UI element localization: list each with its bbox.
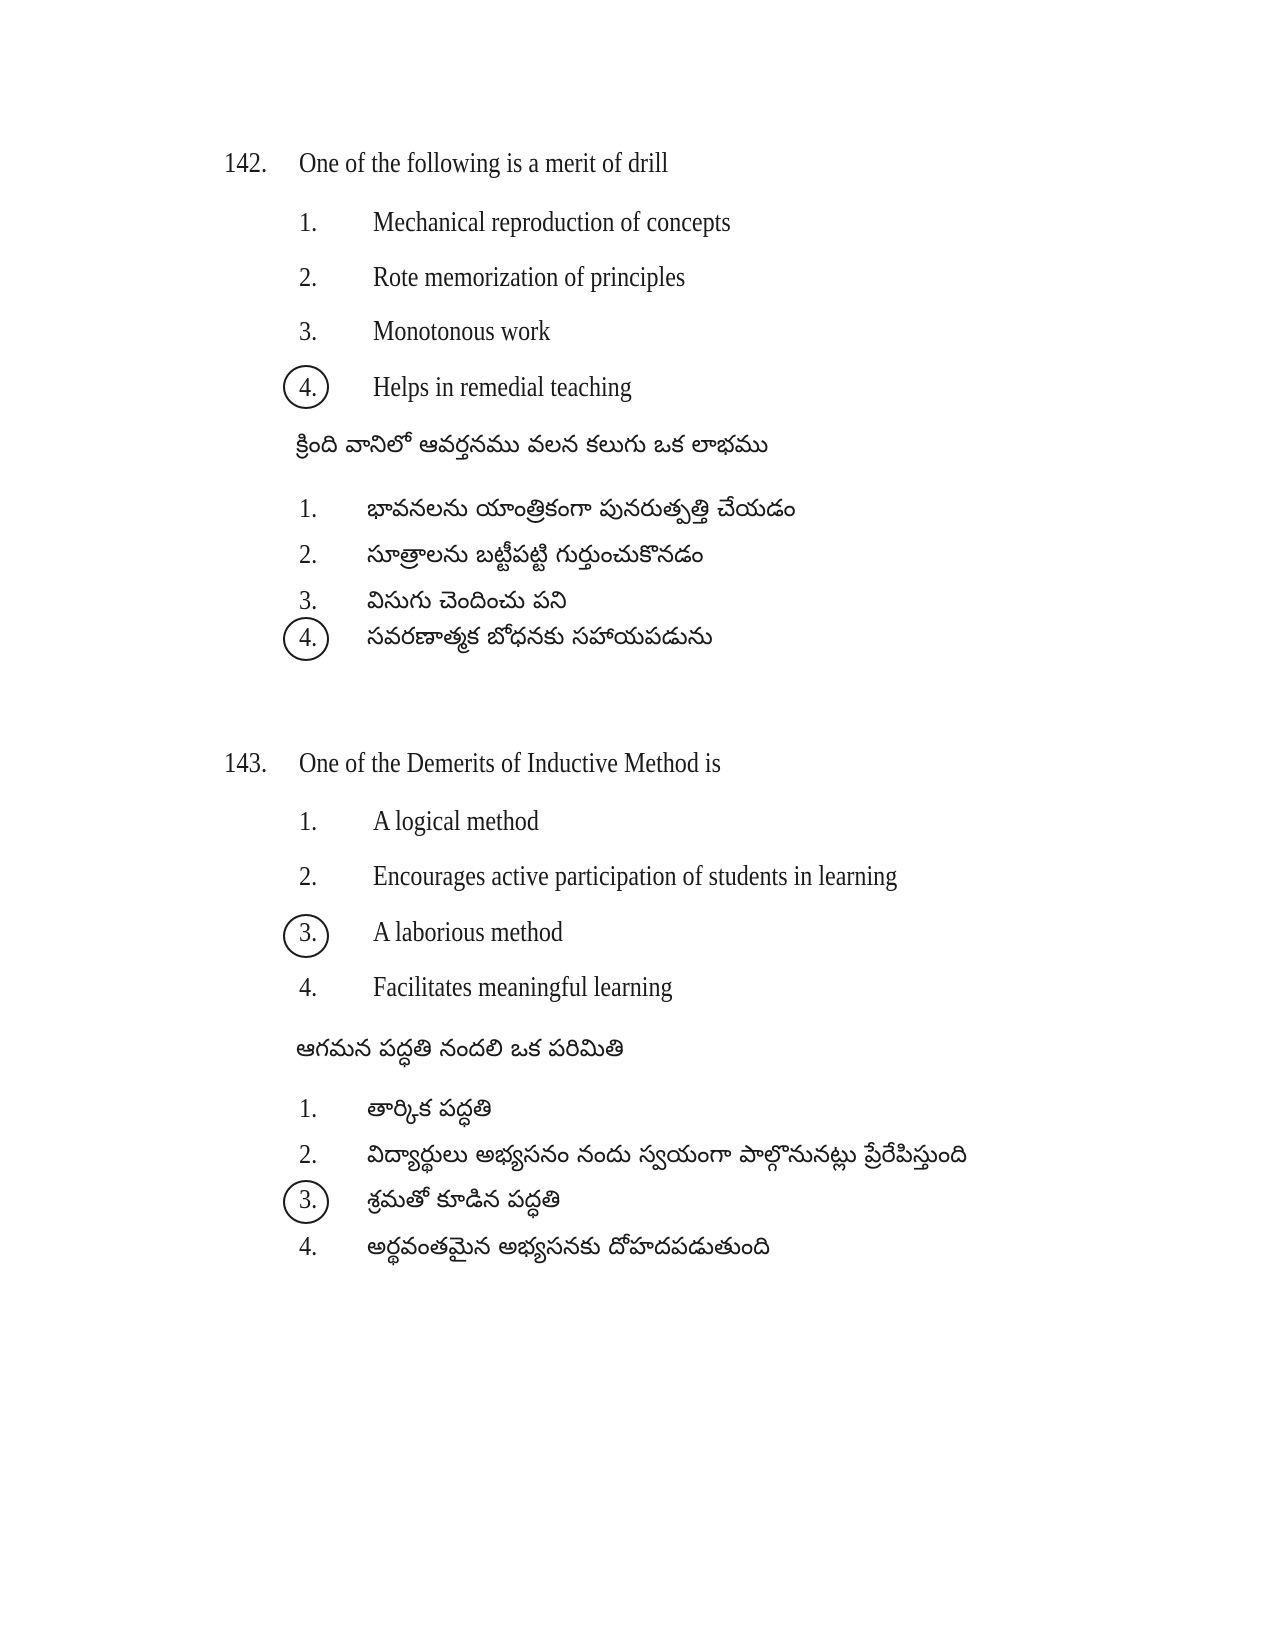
option-number: 1. <box>299 806 318 836</box>
option-number: 4. <box>299 972 318 1002</box>
option-text-te: అర్థవంతమైన అభ్యసనకు దోహదపడుతుంది <box>367 1232 771 1260</box>
option-number: 3. <box>299 917 318 947</box>
option-text-en: A laborious method <box>373 917 563 948</box>
option-number: 3. <box>299 1184 318 1214</box>
option-text-en: Helps in remedial teaching <box>373 372 632 403</box>
option-text-te: సవరణాత్మక బోధనకు సహాయపడును <box>367 622 713 650</box>
option-number: 1. <box>299 493 318 523</box>
option-number: 4. <box>299 1231 318 1261</box>
option-text-te: భావనలను యాంత్రికంగా పునరుత్పత్తి చేయడం <box>367 494 796 522</box>
question-number: 142. <box>224 148 268 179</box>
option-number: 4. <box>299 372 318 402</box>
option-text-te: విసుగు చెందించు పని <box>367 586 567 614</box>
option-number: 1. <box>299 207 318 237</box>
question-text-te: ఆగమన పద్ధతి నందలి ఒక పరిమితి <box>296 1034 624 1062</box>
option-number: 3. <box>299 585 318 615</box>
option-text-en: Rote memorization of principles <box>373 262 686 293</box>
option-text-te: శ్రమతో కూడిన పద్ధతి <box>367 1185 561 1213</box>
option-text-te: తార్కిక పద్ధతి <box>367 1094 492 1122</box>
option-text-te: విద్యార్థులు అభ్యసనం నందు స్వయంగా పాల్గొనునట్లు ప్రేరేపిస్తుంది <box>367 1140 968 1168</box>
option-number: 2. <box>299 539 318 569</box>
option-number: 2. <box>299 262 318 292</box>
option-number: 2. <box>299 1139 318 1169</box>
option-number: 3. <box>299 316 318 346</box>
option-text-en: Mechanical reproduction of concepts <box>373 207 731 238</box>
option-text-en: Encourages active participation of students in learning <box>373 861 898 892</box>
question-text-en: One of the following is a merit of drill <box>299 148 669 179</box>
question-number: 143. <box>224 748 268 779</box>
option-number: 1. <box>299 1093 318 1123</box>
question-text-te: క్రింది వానిలో ఆవర్తనము వలన కలుగు ఒక లాభము <box>296 430 769 458</box>
question-text-en: One of the Demerits of Inductive Method is <box>299 748 721 779</box>
option-text-en: Facilitates meaningful learning <box>373 972 673 1003</box>
option-number: 4. <box>299 622 318 652</box>
option-number: 2. <box>299 861 318 891</box>
option-text-te: సూత్రాలను బట్టీపట్టి గుర్తుంచుకొనడం <box>367 540 704 568</box>
option-text-en: Monotonous work <box>373 316 551 347</box>
option-text-en: A logical method <box>373 806 539 837</box>
